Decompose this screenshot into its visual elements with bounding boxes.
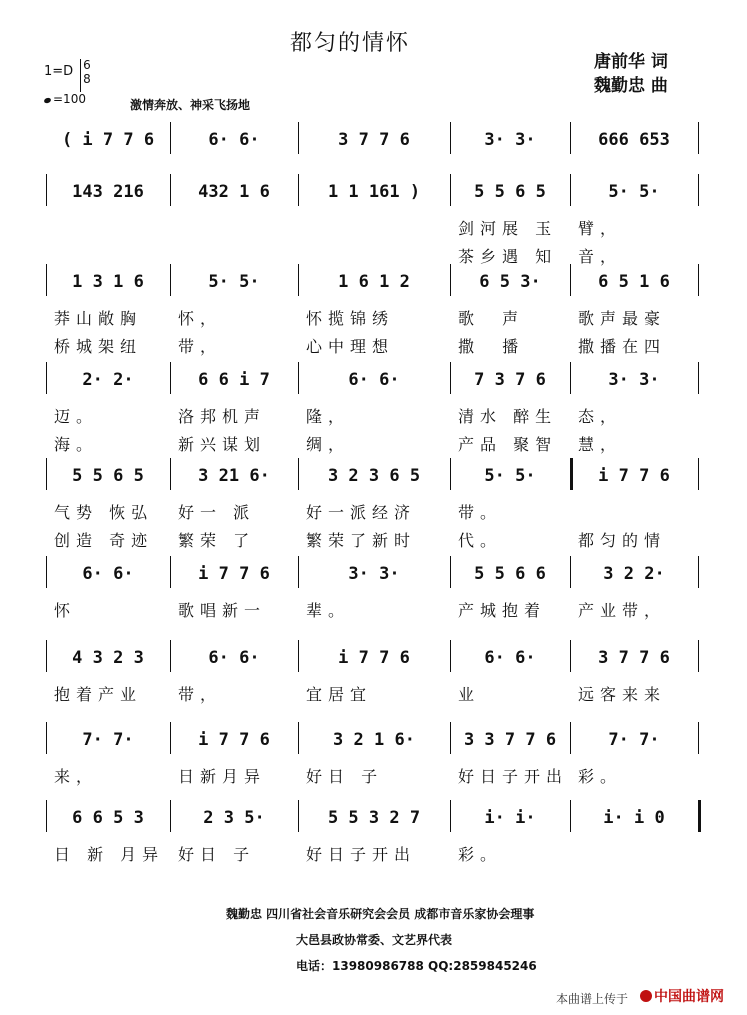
measure-notes: 3 2 3 6 5 [327,466,421,486]
measure-notes: 432 1 6 [198,182,270,202]
barline [698,800,701,832]
lyric-segment: 带， [178,685,223,704]
lyric-segment: 海。 [54,435,99,454]
lyric-segment: 心中理想 [306,337,395,356]
barline [450,800,451,832]
barline [450,362,451,394]
lyric-segment: 臂， [578,219,623,238]
lyric-segment: 桥城架纽 [54,337,143,356]
lyric-segment: 日 新 月异 [54,845,165,864]
measure-notes: 3 2 1 6· [333,730,415,750]
measure-notes: 6· 6· [208,648,260,668]
tempo-mark [44,92,86,106]
lyric-segment: 创造 奇迹 [54,531,154,550]
barline [698,362,699,394]
barline [570,800,571,832]
measure-notes: 6· 6· [208,130,260,150]
barline [170,122,171,154]
measure-notes: 6· 6· [484,648,536,668]
site-name: 中国曲谱网 [654,989,724,1005]
lyric-segment: 辈。 [306,601,351,620]
barline [298,122,299,154]
barline [170,556,171,588]
barline [46,174,47,206]
barline [450,174,451,206]
barline [570,722,571,754]
lyric-segment: 清水 醉生 [458,407,558,426]
measure-notes: 3 3 7 7 6 [463,730,557,750]
barline [450,640,451,672]
measure-notes: 6 5 1 6 [598,272,670,292]
lyric-segment: 迈。 [54,407,99,426]
barline [570,264,571,296]
measure-notes: ( i 7 7 6 [61,130,155,150]
score-row [46,122,698,178]
measure-notes: 5 5 6 6 [474,564,546,584]
lyric-segment: 好日 子 [306,767,384,786]
measure-notes: 143 216 [72,182,144,202]
lyric-segment: 绸， [306,435,351,454]
barline [698,640,699,672]
lyric-segment: 莽山敞胸 [54,309,143,328]
measure-notes: 666 653 [598,130,670,150]
barline [298,458,299,490]
barline [698,264,699,296]
measure-notes: 6 5 3· [479,272,541,292]
lyric-segment: 好一 派 [178,503,256,522]
barline [570,362,571,394]
logo-icon [640,990,652,1002]
lyric-segment: 业 [458,685,481,704]
measure-notes: 1 1 161 ) [327,182,421,202]
barline [450,264,451,296]
measure-notes: 5· 5· [208,272,260,292]
barline [46,264,47,296]
barline [698,722,699,754]
lyric-segment: 好日子开出 [306,845,417,864]
barline [450,556,451,588]
measure-notes: i 7 7 6 [198,730,270,750]
measure-notes: 3 7 7 6 [338,130,410,150]
measure-notes: 2 3 5· [203,808,265,828]
barline [450,122,451,154]
lyric-segment: 产城抱着 [458,601,547,620]
lyric-segment: 产品 聚智 [458,435,558,454]
credits [594,50,668,98]
lyric-segment: 怀， [178,309,223,328]
tempo-value: =100 [53,92,86,106]
song-title: 都匀的情怀 [289,31,410,56]
lyricist: 唐前华 词 [594,52,668,72]
barline [170,640,171,672]
measure-notes: 3 2 2· [603,564,665,584]
lyric-segment: 都匀的情 [578,531,667,550]
barline [698,458,699,490]
measure-notes: 5 5 6 5 [474,182,546,202]
measure-notes: 7· 7· [608,730,660,750]
measure-notes: 5· 5· [608,182,660,202]
measure-notes: 3 7 7 6 [598,648,670,668]
lyric-segment: 剑河展 玉 [458,219,558,238]
expression-mark: 激情奔放、神采飞扬地 [130,98,251,112]
lyric-segment: 歌唱新一 [178,601,267,620]
barline [170,800,171,832]
barline [298,174,299,206]
lyric-segment: 宜居宜 [306,685,373,704]
barline [570,122,571,154]
lyric-segment: 隆， [306,407,351,426]
lyric-segment: 代。 [458,531,503,550]
barline [570,174,571,206]
time-bottom: 8 [83,72,91,86]
lyric-segment: 好一派经济 [306,503,417,522]
key-signature: 1=D [44,64,74,79]
barline [450,722,451,754]
measure-notes: 1 3 1 6 [72,272,144,292]
upload-note: 本曲谱上传于 [556,992,629,1006]
barline [170,722,171,754]
measure-notes: 7 3 7 6 [474,370,546,390]
lyric-segment: 音， [578,247,623,266]
lyric-segment: 彩。 [458,845,503,864]
time-divider [80,59,81,92]
lyric-segment: 慧， [578,435,623,454]
lyric-segment: 彩。 [578,767,623,786]
measure-notes: 2· 2· [82,370,134,390]
lyric-segment: 带。 [458,503,503,522]
lyric-segment: 怀 [54,601,77,620]
lyric-segment: 洛邦机声 [178,407,267,426]
barline [698,556,699,588]
barline [298,264,299,296]
measure-notes: 3· 3· [348,564,400,584]
lyric-segment: 好日 子 [178,845,256,864]
barline [570,640,571,672]
barline [450,458,451,490]
barline [698,174,699,206]
measure-notes: 5 5 3 2 7 [327,808,421,828]
measure-notes: i· i· [484,808,536,828]
lyric-segment: 远客来来 [578,685,667,704]
barline [46,640,47,672]
barline [698,122,699,154]
bio-line-1: 魏勤忠 四川省社会音乐研究会会员 成都市音乐家协会理事 [226,907,535,921]
measure-notes: i 7 7 6 [338,648,410,668]
measure-notes: 5 5 6 5 [72,466,144,486]
site-logo [640,986,724,1006]
time-signature [80,58,94,86]
lyric-segment: 撒 播 [458,337,525,356]
measure-notes: 3 21 6· [198,466,270,486]
measure-notes: 6 6 5 3 [72,808,144,828]
barline [570,556,571,588]
measure-notes: 7· 7· [82,730,134,750]
lyric-segment: 歌声最豪 [578,309,667,328]
barline [46,556,47,588]
barline [298,556,299,588]
lyric-segment: 气势 恢弘 [54,503,154,522]
barline [46,458,47,490]
lyric-segment: 好日子开出 [458,767,569,786]
lyric-segment: 新兴谋划 [178,435,267,454]
lyric-segment: 繁荣 了 [178,531,256,550]
lyric-segment: 歌 声 [458,309,525,328]
measure-notes: 3· 3· [484,130,536,150]
lyric-segment: 繁荣了新时 [306,531,417,550]
lyric-segment: 态， [578,407,623,426]
barline [298,362,299,394]
measure-notes: 3· 3· [608,370,660,390]
quarter-note-icon [43,97,51,104]
measure-notes: 4 3 2 3 [72,648,144,668]
measure-notes: 1 6 1 2 [338,272,410,292]
bio-line-2: 大邑县政协常委、文艺界代表 [296,933,453,947]
composer-bio [226,901,537,979]
lyric-segment: 日新月异 [178,767,267,786]
barline [298,800,299,832]
barline [46,800,47,832]
measure-notes: 6· 6· [348,370,400,390]
measure-notes: 5· 5· [484,466,536,486]
composer: 魏勤忠 曲 [594,76,668,96]
measure-notes: 6 6 i 7 [198,370,270,390]
lyric-segment: 茶乡遇 知 [458,247,558,266]
barline [570,458,573,490]
lyric-segment: 产业带， [578,601,667,620]
barline [170,174,171,206]
measure-notes: i 7 7 6 [198,564,270,584]
time-top: 6 [83,58,91,72]
barline [170,458,171,490]
bio-line-3: 电话：13980986788 QQ:2859845246 [296,959,537,973]
measure-notes: i· i 0 [603,808,665,828]
barline [46,722,47,754]
measure-notes: i 7 7 6 [598,466,670,486]
lyric-segment: 怀揽锦绣 [306,309,395,328]
measure-notes: 6· 6· [82,564,134,584]
barline [298,640,299,672]
lyric-segment: 带， [178,337,223,356]
barline [170,264,171,296]
barline [46,362,47,394]
lyric-segment: 抱着产业 [54,685,143,704]
lyric-segment: 撒播在四 [578,337,667,356]
barline [170,362,171,394]
barline [298,722,299,754]
lyric-segment: 来， [54,767,99,786]
